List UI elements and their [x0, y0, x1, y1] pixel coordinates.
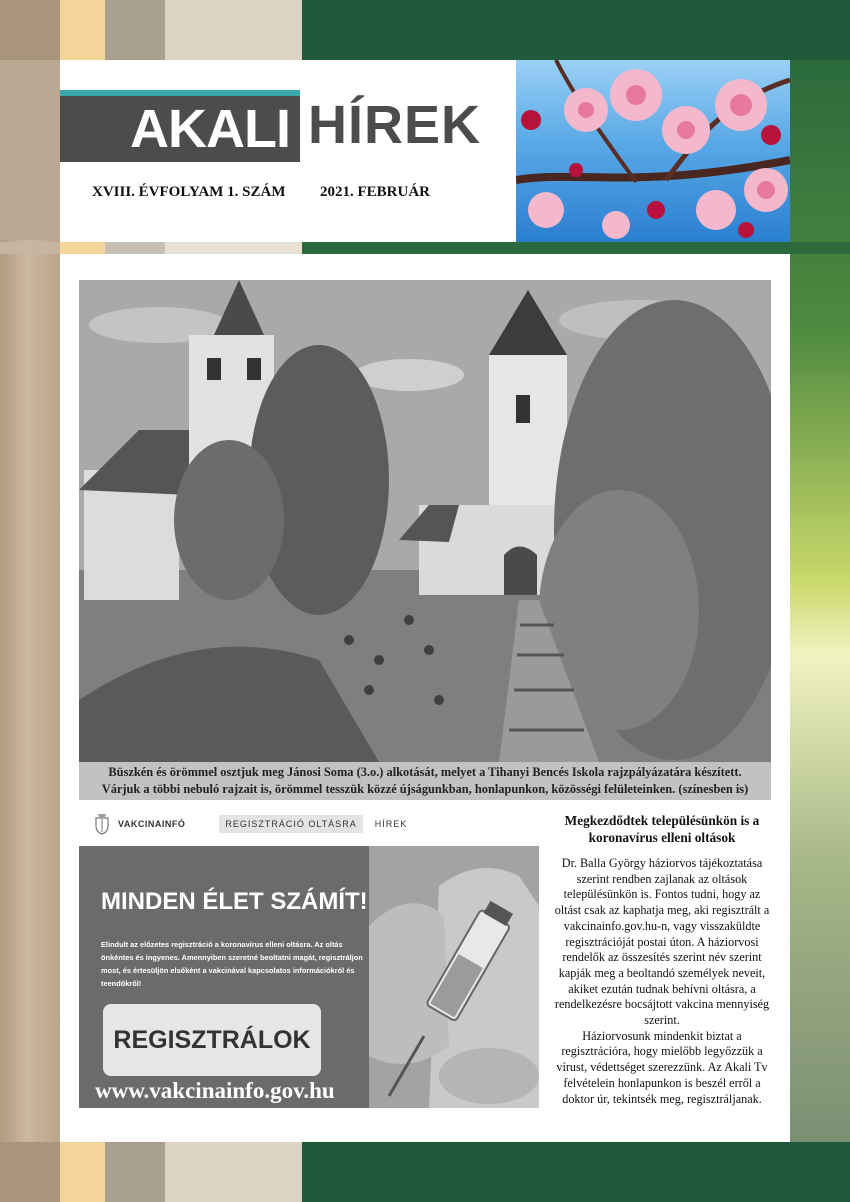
register-button[interactable]: REGISZTRÁLOK [103, 1004, 321, 1076]
article-paragraph-2: Háziorvosunk mindenkit biztat a regisztrációra, hogy mielőbb legyőzzük a vírust, védettséget szerezzünk. Az Akali Tv felvételein honlapunkon is beszél erről a doktor úr, tekintsék meg, regisztráljanak. [556, 1028, 768, 1106]
vaccine-vial-photo [369, 846, 539, 1108]
masthead-title-akali: AKALI [130, 99, 290, 159]
cherry-blossom-photo [516, 60, 790, 242]
masthead-title-hirek: HÍREK [308, 95, 482, 155]
vaccine-site-name: VAKCINAINFÓ [118, 819, 186, 829]
header-divider-band [0, 242, 850, 254]
masthead-left-box [60, 96, 300, 162]
issue-number: XVIII. ÉVFOLYAM 1. SZÁM [92, 184, 286, 200]
bottom-decor-stripes [0, 1142, 850, 1202]
caption-line-2: Várjuk a többi nebuló rajzait is, örömmel tesszük közzé újságunkban, honlapunkon, közösségi felületeinken. (színesben is) [101, 782, 749, 796]
right-decor-gradient [790, 60, 850, 1142]
caption-line-1: Büszkén és örömmel osztjuk meg Jánosi Soma (3.o.) alkotását, melyet a Tihanyi Bencés Iskola rajzpályázatára készített. [108, 765, 742, 779]
hungarian-coat-of-arms-icon [94, 813, 110, 835]
news-tab[interactable]: HÍREK [374, 819, 408, 829]
childrens-church-painting [79, 280, 771, 762]
article-paragraph-1: Dr. Balla György háziorvos tájékoztatása szerint rendben zajlanak az oltások településünkön is. Fontos tudni, hogy az oltást csak az kaphatja meg, aki regisztrált a vakcinainfo.gov.hu-n, vagy visszaküldte regisztrációját postai úton. A háziorvosi rendelők az összesítés szerint név szerint kapják meg a beoltandó személyek neveit, akiket ezután tudnak behívni oltásra, a rendelkezésre bocsájtott vakcina mennyiség szerint. [554, 856, 770, 1028]
vaccine-site-navbar [94, 812, 534, 836]
issue-date: 2021. FEBRUÁR [320, 184, 431, 200]
article-body [550, 856, 774, 1107]
vaccine-headline: MINDEN ÉLET SZÁMÍT! [101, 888, 368, 915]
article-title-line-2: koronavírus elleni oltások [588, 830, 736, 845]
left-decor-stripes [0, 60, 60, 1142]
top-decor-stripes [0, 0, 850, 60]
newsletter-page [60, 60, 790, 1142]
vaccine-info-url[interactable]: www.vakcinainfo.gov.hu [95, 1078, 335, 1103]
painting-caption [79, 762, 771, 800]
article-title [550, 812, 774, 846]
article-title-line-1: Megkezdődtek településünkön is a [564, 813, 760, 828]
vaccine-banner [79, 846, 539, 1108]
vaccine-body-text: Elindult az előzetes regisztráció a koronavírus elleni oltásra. Az oltás önkéntes és ingyenes. Amennyiben szeretné beoltatni magát, regisztráljon most, és értesüljön elsőként a vakcinával kapcsolatos információkról és teendőkről! [101, 940, 363, 988]
register-for-vaccination-tab[interactable]: REGISZTRÁCIÓ OLTÁSRA [219, 815, 362, 833]
